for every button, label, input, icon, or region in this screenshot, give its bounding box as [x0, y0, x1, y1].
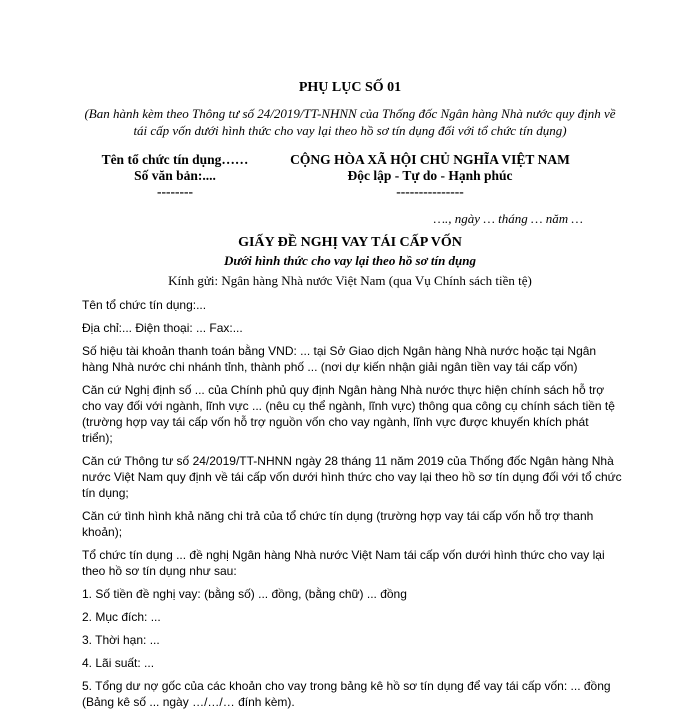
document-subtitle: Dưới hình thức cho vay lại theo hồ sơ tín dụng — [223, 253, 477, 268]
org-name: Tên tổ chức tín dụng…… — [101, 152, 249, 167]
paragraph: Tổ chức tín dụng ... đề nghị Ngân hàng Nhà nước Việt Nam tái cấp vốn dưới hình thức cho vay lại theo hồ sơ tín dụng như sau: — [82, 548, 605, 578]
paragraph: Căn cứ tình hình khả năng chi trả của tổ chức tín dụng (trường hợp vay tái cấp vốn hỗ trợ thanh khoản); — [82, 509, 594, 539]
paragraph: Số hiệu tài khoản thanh toán bằng VND: ... tại Sở Giao dịch Ngân hàng Nhà nước hoặc tại Ngân hàng Nhà nước chi nhánh tỉnh, thành phố ... (nơi dự kiến nhận giải ngân tiền vay tái cấp vốn) — [82, 344, 597, 374]
national-motto: Độc lập - Tự do - Hạnh phúc — [347, 168, 513, 183]
paragraph: Tên tổ chức tín dụng:... — [82, 298, 207, 312]
date-line: …., ngày … tháng … năm … — [433, 211, 583, 226]
paragraph: Căn cứ Thông tư số 24/2019/TT-NHNN ngày 28 tháng 11 năm 2019 của Thống đốc Ngân hàng Nhà nước Việt Nam quy định về tái cấp vốn dưới hình thức cho vay lại theo hồ sơ tín dụng đối với tổ chức tín dụng; — [82, 454, 622, 500]
list-item: 1. Số tiền đề nghị vay: (bằng số) ... đồng, (bằng chữ) ... đồng — [82, 587, 407, 601]
appendix-title: PHỤ LỤC SỐ 01 — [298, 80, 402, 95]
list-item: 3. Thời hạn: ... — [82, 633, 160, 647]
list-item: 4. Lãi suất: ... — [82, 656, 155, 670]
doc-number: Số văn bản:.... — [134, 168, 216, 183]
document-title: GIẤY ĐỀ NGHỊ VAY TÁI CẤP VỐN — [238, 235, 462, 250]
country-name: CỘNG HÒA XÃ HỘI CHỦ NGHĨA VIỆT NAM — [290, 152, 570, 167]
paragraph: Địa chỉ:... Điện thoại: ... Fax:... — [82, 321, 243, 335]
header-left-divider: -------- — [157, 184, 193, 199]
recipient-line: Kính gửi: Ngân hàng Nhà nước Việt Nam (qua Vụ Chính sách tiền tệ) — [168, 273, 532, 288]
header-right-divider: --------------- — [396, 184, 464, 199]
document-body — [82, 297, 622, 717]
list-item: 5. Tổng dư nợ gốc của các khoản cho vay trong bảng kê hồ sơ tín dụng để vay tái cấp vốn: ... đồng (Bảng kê số ... ngày …/…/… đính kèm). — [82, 679, 611, 709]
header-right — [265, 152, 595, 200]
appendix-subtitle: (Ban hành kèm theo Thông tư số 24/2019/TT-NHNN của Thống đốc Ngân hàng Nhà nước quy định về tái cấp vốn dưới hình thức cho vay lại theo hồ sơ tín dụng đối với tổ chức tín dụng) — [84, 106, 616, 138]
paragraph: Căn cứ Nghị định số ... của Chính phủ quy định Ngân hàng Nhà nước thực hiện chính sách hỗ trợ cho vay đối với ngành, lĩnh vực ... (nêu cụ thể ngành, lĩnh vực) thông qua công cụ chính sách tiền tệ (trường hợp vay tái cấp vốn hỗ trợ nguồn vốn cho vay ngành, lĩnh vực được khuyến khích phát triển); — [82, 383, 615, 445]
list-item: 2. Mục đích: ... — [82, 610, 161, 624]
header-left — [70, 152, 280, 200]
